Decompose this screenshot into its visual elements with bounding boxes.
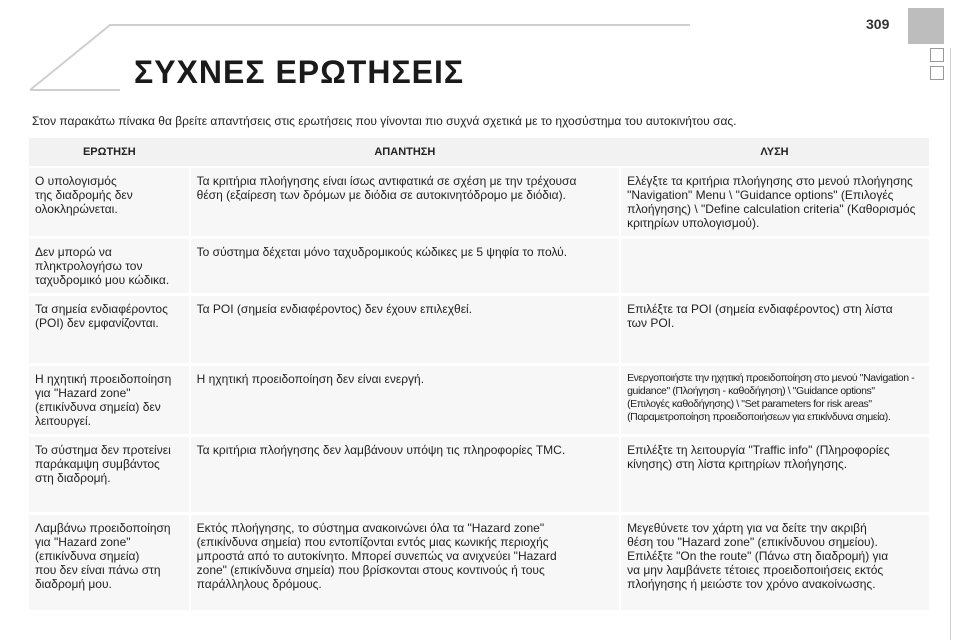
solution-cell	[620, 238, 929, 295]
solution-cell: Ελέγξτε τα κριτήρια πλοήγησης στο μενού πλοήγησης "Navigation" Menu \ "Guidance options" (Επιλογές πλοήγησης) \ "Define calculation criteria" (Καθορισμός κριτηρίων υπολογισμού).	[620, 167, 929, 238]
question-cell: Λαμβάνω προειδοποίηση για "Hazard zone" (επικίνδυνα σημεία) που δεν είναι πάνω στη διαδρομή μου.	[29, 514, 190, 612]
header-answer: ΑΠΑΝΤΗΣΗ	[190, 138, 620, 167]
header-solution: ΛΥΣΗ	[620, 138, 929, 167]
solution-cell: Επιλέξτε τη λειτουργία "Traffic info" (Πληροφορίες κίνησης) στη λίστα κριτηρίων πλοήγησης.	[620, 436, 929, 514]
answer-cell: Τα κριτήρια πλοήγησης δεν λαμβάνουν υπόψη τις πληροφορίες TMC.	[190, 436, 620, 514]
faq-table	[29, 138, 929, 613]
table-row	[29, 365, 929, 436]
solution-cell: Ενεργοποιήστε την ηχητική προειδοποίηση στο μενού "Navigation - guidance" (Πλοήγηση - καθοδήγηση) \ "Guidance options" (Επιλογές καθοδήγησης) \ "Set parameters for risk areas" (Παραμετροποίηση προειδοποιήσεων για επικίνδυνα σημεία).	[620, 365, 929, 436]
question-cell: Το σύστημα δεν προτείνει παράκαμψη συμβάντος στη διαδρομή.	[29, 436, 190, 514]
corner-tab	[908, 8, 944, 44]
side-divider	[950, 48, 951, 640]
question-cell: Η ηχητική προειδοποίηση για "Hazard zone" (επικίνδυνα σημεία) δεν λειτουργεί.	[29, 365, 190, 436]
table-row	[29, 295, 929, 365]
solution-cell: Μεγεθύνετε τον χάρτη για να δείτε την ακριβή θέση του "Hazard zone" (επικίνδυνου σημείου). Επιλέξτε "On the route" (Πάνω στη διαδρομή) για να μην λαμβάνετε τέτοιες προειδοποιήσεις εκτός πλοήγησης ή μειώστε τον χρόνο ανακοίνωσης.	[620, 514, 929, 612]
side-box-icon	[930, 48, 944, 62]
header-question: ΕΡΩΤΗΣΗ	[29, 138, 190, 167]
answer-cell: Τα κριτήρια πλοήγησης είναι ίσως αντιφατικά σε σχέση με την τρέχουσα θέση (εξαίρεση των δρόμων με διόδια σε αυτοκινητόδρομο με διόδια).	[190, 167, 620, 238]
answer-cell: Το σύστημα δέχεται μόνο ταχυδρομικούς κώδικες με 5 ψηφία το πολύ.	[190, 238, 620, 295]
intro-text: Στον παρακάτω πίνακα θα βρείτε απαντήσεις στις ερωτήσεις που γίνονται πιο συχνά σχετικά με το ηχοσύστημα του αυτοκινήτου σας.	[32, 114, 737, 128]
table-header-row	[29, 138, 929, 167]
question-cell: Ο υπολογισμός της διαδρομής δεν ολοκληρώνεται.	[29, 167, 190, 238]
page-number: 309	[866, 16, 890, 32]
table-row	[29, 436, 929, 514]
answer-cell: Εκτός πλοήγησης, το σύστημα ανακοινώνει όλα τα "Hazard zone" (επικίνδυνα σημεία) που εντοπίζονται εντός μιας κωνικής περιοχής μπροστά από το αυτοκίνητο. Μπορεί συνεπώς να ανιχνεύει "Hazard zone" (επικίνδυνα σημεία) που βρίσκονται στους κοντινούς ή τους παράλληλους δρόμους.	[190, 514, 620, 612]
question-cell: Τα σημεία ενδιαφέροντος (POI) δεν εμφανίζονται.	[29, 295, 190, 365]
page-title: ΣΥΧΝΕΣ ΕΡΩΤΗΣΕΙΣ	[134, 54, 465, 90]
table-row	[29, 167, 929, 238]
answer-cell: Τα POI (σημεία ενδιαφέροντος) δεν έχουν επιλεχθεί.	[190, 295, 620, 365]
side-box-icon	[930, 66, 944, 80]
solution-cell: Επιλέξτε τα POI (σημεία ενδιαφέροντος) στη λίστα των POI.	[620, 295, 929, 365]
table-row	[29, 514, 929, 612]
answer-cell: Η ηχητική προειδοποίηση δεν είναι ενεργή.	[190, 365, 620, 436]
table-row	[29, 238, 929, 295]
question-cell: Δεν μπορώ να πληκτρολογήσω τον ταχυδρομικό μου κώδικα.	[29, 238, 190, 295]
